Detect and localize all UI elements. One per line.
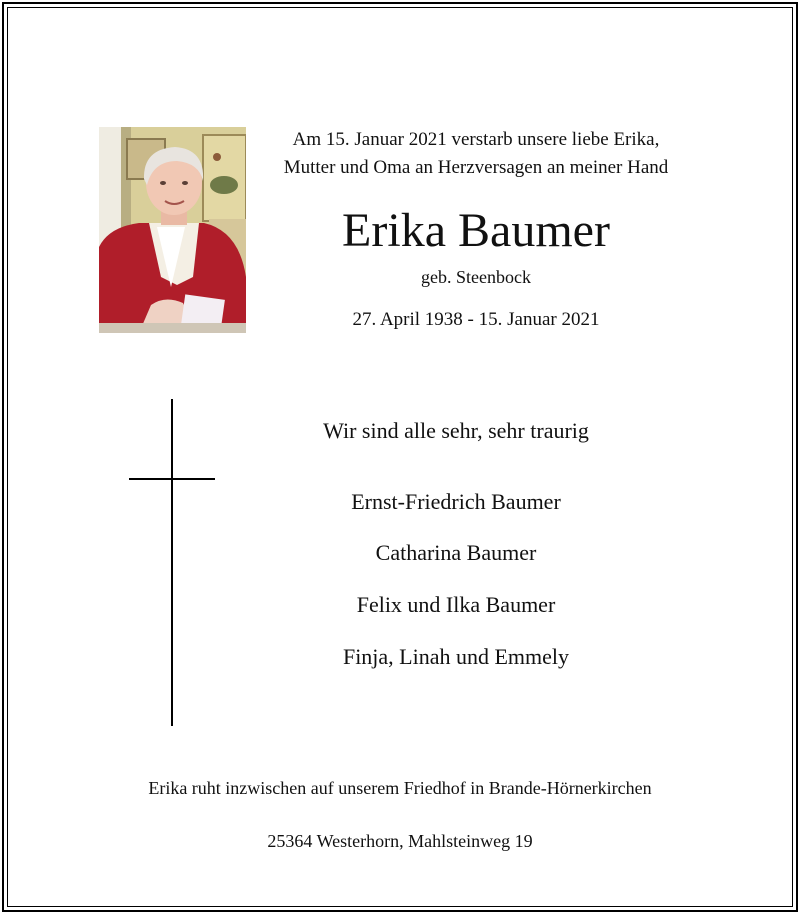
- intro-line-1: Am 15. Januar 2021 verstarb unsere liebe Erika,: [292, 129, 660, 150]
- mourner-name: Felix und Ilka Baumer: [356, 592, 556, 617]
- mourner-name: Finja, Linah und Emmely: [342, 644, 570, 669]
- portrait-photo: [99, 127, 246, 333]
- burial-note: Erika ruht inzwischen auf unserem Friedhof in Brande-Hörnerkirchen: [148, 778, 652, 798]
- mourning-statement: Wir sind alle sehr, sehr traurig: [323, 418, 589, 443]
- cross-icon-vertical: [171, 399, 173, 726]
- deceased-name: Erika Baumer: [342, 204, 610, 257]
- address: 25364 Westerhorn, Mahlsteinweg 19: [267, 831, 533, 851]
- maiden-name: geb. Steenbock: [421, 267, 531, 287]
- cross-icon-horizontal: [129, 478, 215, 480]
- intro-line-2: Mutter und Oma an Herzversagen an meiner Hand: [283, 157, 669, 178]
- mourner-name: Ernst-Friedrich Baumer: [351, 489, 561, 514]
- mourner-name: Catharina Baumer: [375, 540, 537, 565]
- life-dates: 27. April 1938 - 15. Januar 2021: [352, 309, 600, 330]
